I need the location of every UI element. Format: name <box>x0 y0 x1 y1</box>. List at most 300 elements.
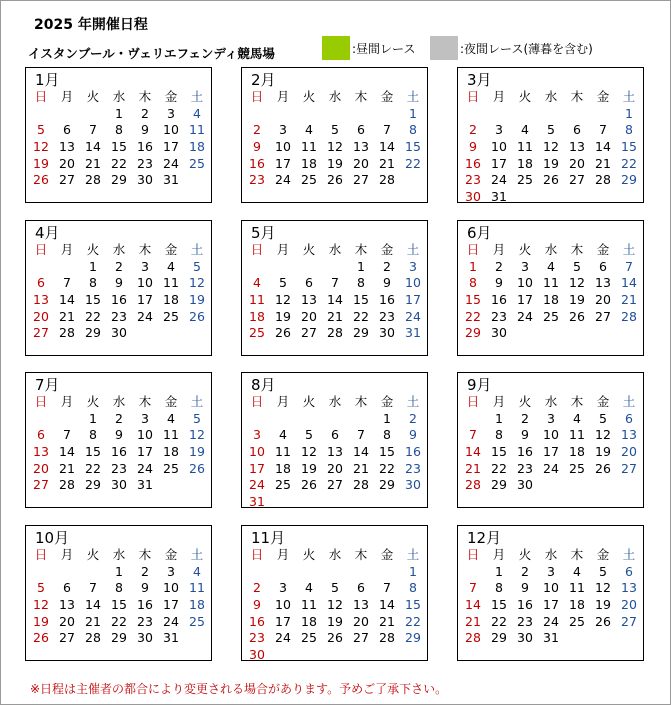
day-cell <box>322 647 348 664</box>
day-cell: 31 <box>137 477 153 493</box>
day-cell: 1 <box>89 410 97 426</box>
day-cell <box>616 630 642 647</box>
weekday-label: 土 <box>406 394 420 410</box>
week-row <box>460 189 642 206</box>
day-cell: 8 <box>89 427 97 443</box>
day-cell <box>538 477 564 494</box>
day-cell: 24 <box>491 172 507 188</box>
day-cell: 8 <box>89 275 97 291</box>
day-cell: 16 <box>137 597 153 613</box>
day-cell: 25 <box>163 308 179 324</box>
day-cell: 16 <box>137 139 153 155</box>
day-cell: 18 <box>569 597 585 613</box>
weekday-label: 日 <box>250 242 264 258</box>
week-row <box>28 275 210 292</box>
day-cell <box>244 564 270 581</box>
month-name: 12月 <box>467 529 502 547</box>
weekday-label: 月 <box>60 394 74 410</box>
weekday-label: 火 <box>518 394 532 410</box>
day-cell: 24 <box>163 613 179 629</box>
month-box <box>25 67 212 203</box>
day-cell <box>184 630 210 647</box>
day-cell: 15 <box>405 139 421 155</box>
month-name: 11月 <box>251 529 286 547</box>
day-cell: 21 <box>379 155 395 171</box>
day-cell: 9 <box>253 139 261 155</box>
day-cell: 6 <box>37 427 45 443</box>
day-cell: 3 <box>167 105 175 121</box>
day-cell: 29 <box>491 630 507 646</box>
day-cell: 27 <box>353 630 369 646</box>
day-cell: 18 <box>569 444 585 460</box>
weekday-label: 金 <box>164 242 178 258</box>
weekday-header-row <box>244 242 426 259</box>
day-cell: 2 <box>521 410 529 426</box>
day-cell: 10 <box>249 444 265 460</box>
month-calendar-table <box>244 547 426 663</box>
day-cell: 4 <box>167 410 175 426</box>
day-cell: 8 <box>409 122 417 138</box>
weekday-label: 火 <box>302 394 316 410</box>
day-cell: 1 <box>115 563 123 579</box>
week-row <box>460 427 642 444</box>
day-cell: 21 <box>85 613 101 629</box>
day-cell: 10 <box>405 275 421 291</box>
weekday-label: 金 <box>380 547 394 563</box>
day-cell: 4 <box>573 410 581 426</box>
day-cell <box>158 477 184 494</box>
week-row <box>244 580 426 597</box>
day-cell: 6 <box>573 122 581 138</box>
day-cell: 22 <box>405 613 421 629</box>
day-cell: 12 <box>327 597 343 613</box>
day-cell: 23 <box>379 308 395 324</box>
day-cell: 2 <box>253 580 261 596</box>
weekday-label: 水 <box>544 89 558 105</box>
day-cell: 28 <box>59 325 75 341</box>
day-cell: 17 <box>517 292 533 308</box>
day-cell: 21 <box>621 292 637 308</box>
weekday-label: 日 <box>466 242 480 258</box>
day-cell: 7 <box>331 275 339 291</box>
day-cell <box>322 564 348 581</box>
day-cell: 21 <box>85 155 101 171</box>
weekday-label: 土 <box>622 394 636 410</box>
day-cell: 26 <box>33 172 49 188</box>
day-cell: 9 <box>115 427 123 443</box>
day-cell: 8 <box>115 580 123 596</box>
day-cell <box>270 259 296 276</box>
week-row <box>244 477 426 494</box>
day-cell <box>296 411 322 428</box>
day-cell: 22 <box>465 308 481 324</box>
day-cell: 24 <box>137 308 153 324</box>
day-cell: 10 <box>275 139 291 155</box>
day-cell: 18 <box>517 155 533 171</box>
month-calendar-table <box>460 89 642 205</box>
day-cell: 23 <box>517 613 533 629</box>
day-cell: 20 <box>59 613 75 629</box>
weekday-label: 火 <box>86 89 100 105</box>
day-cell: 18 <box>275 460 291 476</box>
day-cell: 8 <box>357 275 365 291</box>
day-cell: 20 <box>353 155 369 171</box>
day-cell: 30 <box>137 630 153 646</box>
weekday-label: 水 <box>328 547 342 563</box>
day-cell: 8 <box>469 275 477 291</box>
day-cell: 24 <box>517 308 533 324</box>
day-cell: 20 <box>621 597 637 613</box>
day-cell: 29 <box>111 172 127 188</box>
day-cell: 5 <box>573 258 581 274</box>
day-cell: 7 <box>63 275 71 291</box>
day-cell: 27 <box>59 172 75 188</box>
weekday-label: 月 <box>492 89 506 105</box>
week-row <box>28 292 210 309</box>
day-cell: 27 <box>569 172 585 188</box>
day-cell: 14 <box>379 597 395 613</box>
day-cell: 9 <box>253 597 261 613</box>
day-cell: 15 <box>405 597 421 613</box>
weekday-label: 水 <box>112 89 126 105</box>
week-row <box>244 106 426 123</box>
day-cell: 3 <box>167 563 175 579</box>
day-cell: 5 <box>599 563 607 579</box>
day-cell: 12 <box>189 427 205 443</box>
week-row <box>460 630 642 647</box>
month-name: 5月 <box>251 224 276 242</box>
day-cell: 4 <box>305 122 313 138</box>
day-cell: 6 <box>63 580 71 596</box>
day-cell: 16 <box>517 597 533 613</box>
day-cell: 16 <box>249 155 265 171</box>
day-cell: 2 <box>253 122 261 138</box>
weekday-label: 日 <box>466 547 480 563</box>
day-cell: 6 <box>331 427 339 443</box>
weekday-label: 土 <box>190 394 204 410</box>
weekday-label: 水 <box>112 547 126 563</box>
weekday-label: 火 <box>302 242 316 258</box>
day-cell: 26 <box>275 325 291 341</box>
day-cell <box>270 647 296 664</box>
day-cell: 7 <box>469 427 477 443</box>
day-cell: 4 <box>547 258 555 274</box>
weekday-label: 日 <box>250 394 264 410</box>
weekday-label: 木 <box>570 242 584 258</box>
day-cell <box>54 411 80 428</box>
day-cell <box>28 259 54 276</box>
day-cell <box>244 411 270 428</box>
day-cell: 31 <box>543 630 559 646</box>
day-cell <box>616 477 642 494</box>
day-cell: 7 <box>599 122 607 138</box>
day-cell: 23 <box>465 172 481 188</box>
day-cell: 15 <box>465 292 481 308</box>
day-cell: 23 <box>111 308 127 324</box>
month-box <box>241 67 428 203</box>
day-cell: 14 <box>59 444 75 460</box>
day-cell: 1 <box>115 105 123 121</box>
weekday-header-row <box>460 89 642 106</box>
day-cell: 14 <box>379 139 395 155</box>
day-cell: 11 <box>301 597 317 613</box>
day-cell: 23 <box>517 460 533 476</box>
month-calendar-table <box>244 242 426 342</box>
day-cell: 22 <box>621 155 637 171</box>
day-cell: 16 <box>517 444 533 460</box>
day-cell: 1 <box>495 410 503 426</box>
weekday-label: 月 <box>60 242 74 258</box>
day-cell: 11 <box>249 292 265 308</box>
day-cell: 31 <box>249 493 265 509</box>
day-cell: 25 <box>543 308 559 324</box>
day-cell <box>512 106 538 123</box>
day-cell: 27 <box>353 172 369 188</box>
day-cell: 5 <box>331 580 339 596</box>
weekday-label: 火 <box>518 242 532 258</box>
month-box <box>25 525 212 661</box>
day-cell <box>296 564 322 581</box>
day-cell: 30 <box>111 325 127 341</box>
week-row <box>244 259 426 276</box>
month-calendar-table <box>244 394 426 510</box>
week-row <box>28 427 210 444</box>
day-cell: 29 <box>405 630 421 646</box>
day-cell: 19 <box>327 155 343 171</box>
venue-name: イスタンブール・ヴェリエフェンディ競馬場 <box>28 46 275 61</box>
day-cell: 25 <box>517 172 533 188</box>
day-cell: 30 <box>465 188 481 204</box>
day-cell: 3 <box>279 580 287 596</box>
day-cell: 18 <box>163 292 179 308</box>
day-cell: 29 <box>85 325 101 341</box>
day-cell: 4 <box>279 427 287 443</box>
week-row <box>28 564 210 581</box>
day-cell: 5 <box>599 410 607 426</box>
weekday-label: 水 <box>112 394 126 410</box>
day-cell: 22 <box>85 460 101 476</box>
week-row <box>28 172 210 189</box>
month-box <box>241 220 428 356</box>
day-cell: 9 <box>115 275 123 291</box>
day-cell: 10 <box>517 275 533 291</box>
day-cell: 29 <box>379 477 395 493</box>
day-cell <box>374 647 400 664</box>
day-cell <box>270 411 296 428</box>
day-cell: 21 <box>379 613 395 629</box>
day-cell: 25 <box>301 172 317 188</box>
weekday-label: 月 <box>276 547 290 563</box>
weekday-label: 月 <box>276 242 290 258</box>
weekday-header-row <box>28 242 210 259</box>
weekday-label: 月 <box>276 394 290 410</box>
weekday-label: 木 <box>354 394 368 410</box>
weekday-label: 土 <box>406 242 420 258</box>
day-cell: 14 <box>595 139 611 155</box>
day-cell: 11 <box>275 444 291 460</box>
week-row <box>28 613 210 630</box>
day-cell: 15 <box>621 139 637 155</box>
day-cell: 6 <box>305 275 313 291</box>
day-cell <box>564 325 590 342</box>
day-cell: 10 <box>543 427 559 443</box>
day-cell: 10 <box>163 122 179 138</box>
day-cell: 30 <box>249 646 265 662</box>
day-cell: 2 <box>115 410 123 426</box>
day-cell: 5 <box>279 275 287 291</box>
day-cell: 5 <box>547 122 555 138</box>
month-calendar-table <box>460 547 642 647</box>
day-cell: 10 <box>163 580 179 596</box>
weekday-label: 月 <box>60 89 74 105</box>
day-cell: 23 <box>137 155 153 171</box>
day-cell <box>296 259 322 276</box>
weekday-label: 土 <box>622 89 636 105</box>
day-cell <box>28 411 54 428</box>
day-cell <box>512 325 538 342</box>
week-row <box>460 460 642 477</box>
legend-label-day: :昼間レース <box>352 41 416 56</box>
day-cell: 31 <box>405 325 421 341</box>
day-cell: 26 <box>189 460 205 476</box>
day-cell: 3 <box>495 122 503 138</box>
weekday-label: 土 <box>406 547 420 563</box>
month-name: 7月 <box>35 376 60 394</box>
weekday-label: 水 <box>328 242 342 258</box>
day-cell <box>564 189 590 206</box>
day-cell <box>374 106 400 123</box>
week-row <box>460 564 642 581</box>
month-calendar-table <box>28 394 210 494</box>
day-cell: 22 <box>491 613 507 629</box>
weekday-label: 金 <box>596 89 610 105</box>
day-cell <box>270 494 296 511</box>
weekday-label: 土 <box>622 547 636 563</box>
day-cell: 14 <box>465 444 481 460</box>
day-cell: 20 <box>33 460 49 476</box>
week-row <box>28 630 210 647</box>
day-cell: 4 <box>573 563 581 579</box>
day-cell: 15 <box>111 139 127 155</box>
day-cell <box>80 564 106 581</box>
day-cell: 3 <box>253 427 261 443</box>
legend-night-race <box>430 36 593 60</box>
day-cell: 16 <box>249 613 265 629</box>
day-cell: 7 <box>469 580 477 596</box>
day-cell: 13 <box>33 292 49 308</box>
week-row <box>28 597 210 614</box>
month-box <box>457 525 644 661</box>
weekday-header-row <box>28 89 210 106</box>
month-calendar-table <box>244 89 426 189</box>
weekday-label: 水 <box>544 547 558 563</box>
weekday-label: 金 <box>380 394 394 410</box>
day-cell: 15 <box>111 597 127 613</box>
day-cell: 19 <box>189 444 205 460</box>
day-cell: 29 <box>111 630 127 646</box>
day-cell: 15 <box>491 444 507 460</box>
week-row <box>28 259 210 276</box>
day-cell: 11 <box>189 122 205 138</box>
week-row <box>244 460 426 477</box>
day-cell: 5 <box>193 258 201 274</box>
day-cell: 30 <box>517 477 533 493</box>
month-name: 2月 <box>251 71 276 89</box>
day-cell: 28 <box>465 630 481 646</box>
day-cell: 15 <box>85 292 101 308</box>
month-box <box>457 220 644 356</box>
day-cell: 29 <box>491 477 507 493</box>
day-cell: 19 <box>595 597 611 613</box>
weekday-label: 月 <box>60 547 74 563</box>
day-cell: 17 <box>275 613 291 629</box>
day-cell: 13 <box>569 139 585 155</box>
day-cell <box>54 106 80 123</box>
day-cell: 7 <box>89 580 97 596</box>
day-cell: 28 <box>85 172 101 188</box>
day-cell: 20 <box>569 155 585 171</box>
day-cell: 20 <box>301 308 317 324</box>
day-cell: 7 <box>89 122 97 138</box>
day-cell: 28 <box>465 477 481 493</box>
day-cell <box>322 259 348 276</box>
week-row <box>460 172 642 189</box>
day-cell: 11 <box>569 580 585 596</box>
day-cell: 24 <box>275 630 291 646</box>
day-cell <box>564 106 590 123</box>
day-cell <box>400 494 426 511</box>
month-name: 9月 <box>467 376 492 394</box>
day-cell: 5 <box>193 410 201 426</box>
day-cell: 18 <box>189 597 205 613</box>
day-cell: 1 <box>409 105 417 121</box>
day-cell: 7 <box>383 580 391 596</box>
month-box <box>457 67 644 203</box>
day-cell: 29 <box>85 477 101 493</box>
weekday-label: 月 <box>492 394 506 410</box>
weekday-label: 水 <box>544 394 558 410</box>
day-cell: 1 <box>469 258 477 274</box>
weekday-header-row <box>460 394 642 411</box>
day-cell: 15 <box>85 444 101 460</box>
day-cell: 26 <box>189 308 205 324</box>
day-cell: 5 <box>305 427 313 443</box>
day-cell: 17 <box>543 444 559 460</box>
day-cell: 9 <box>521 427 529 443</box>
day-cell: 12 <box>543 139 559 155</box>
day-cell: 3 <box>547 410 555 426</box>
day-cell: 15 <box>353 292 369 308</box>
weekday-label: 日 <box>34 242 48 258</box>
day-cell <box>322 494 348 511</box>
weekday-label: 火 <box>86 242 100 258</box>
day-cell: 17 <box>275 155 291 171</box>
weekday-label: 木 <box>354 242 368 258</box>
weekday-label: 金 <box>164 394 178 410</box>
weekday-label: 月 <box>492 242 506 258</box>
day-cell: 2 <box>469 122 477 138</box>
day-cell: 10 <box>543 580 559 596</box>
week-row <box>244 444 426 461</box>
day-cell: 1 <box>357 258 365 274</box>
day-cell: 28 <box>327 325 343 341</box>
day-cell: 25 <box>569 613 585 629</box>
day-cell <box>512 189 538 206</box>
month-name: 4月 <box>35 224 60 242</box>
weekday-label: 日 <box>250 547 264 563</box>
day-cell: 15 <box>491 597 507 613</box>
week-row <box>28 106 210 123</box>
